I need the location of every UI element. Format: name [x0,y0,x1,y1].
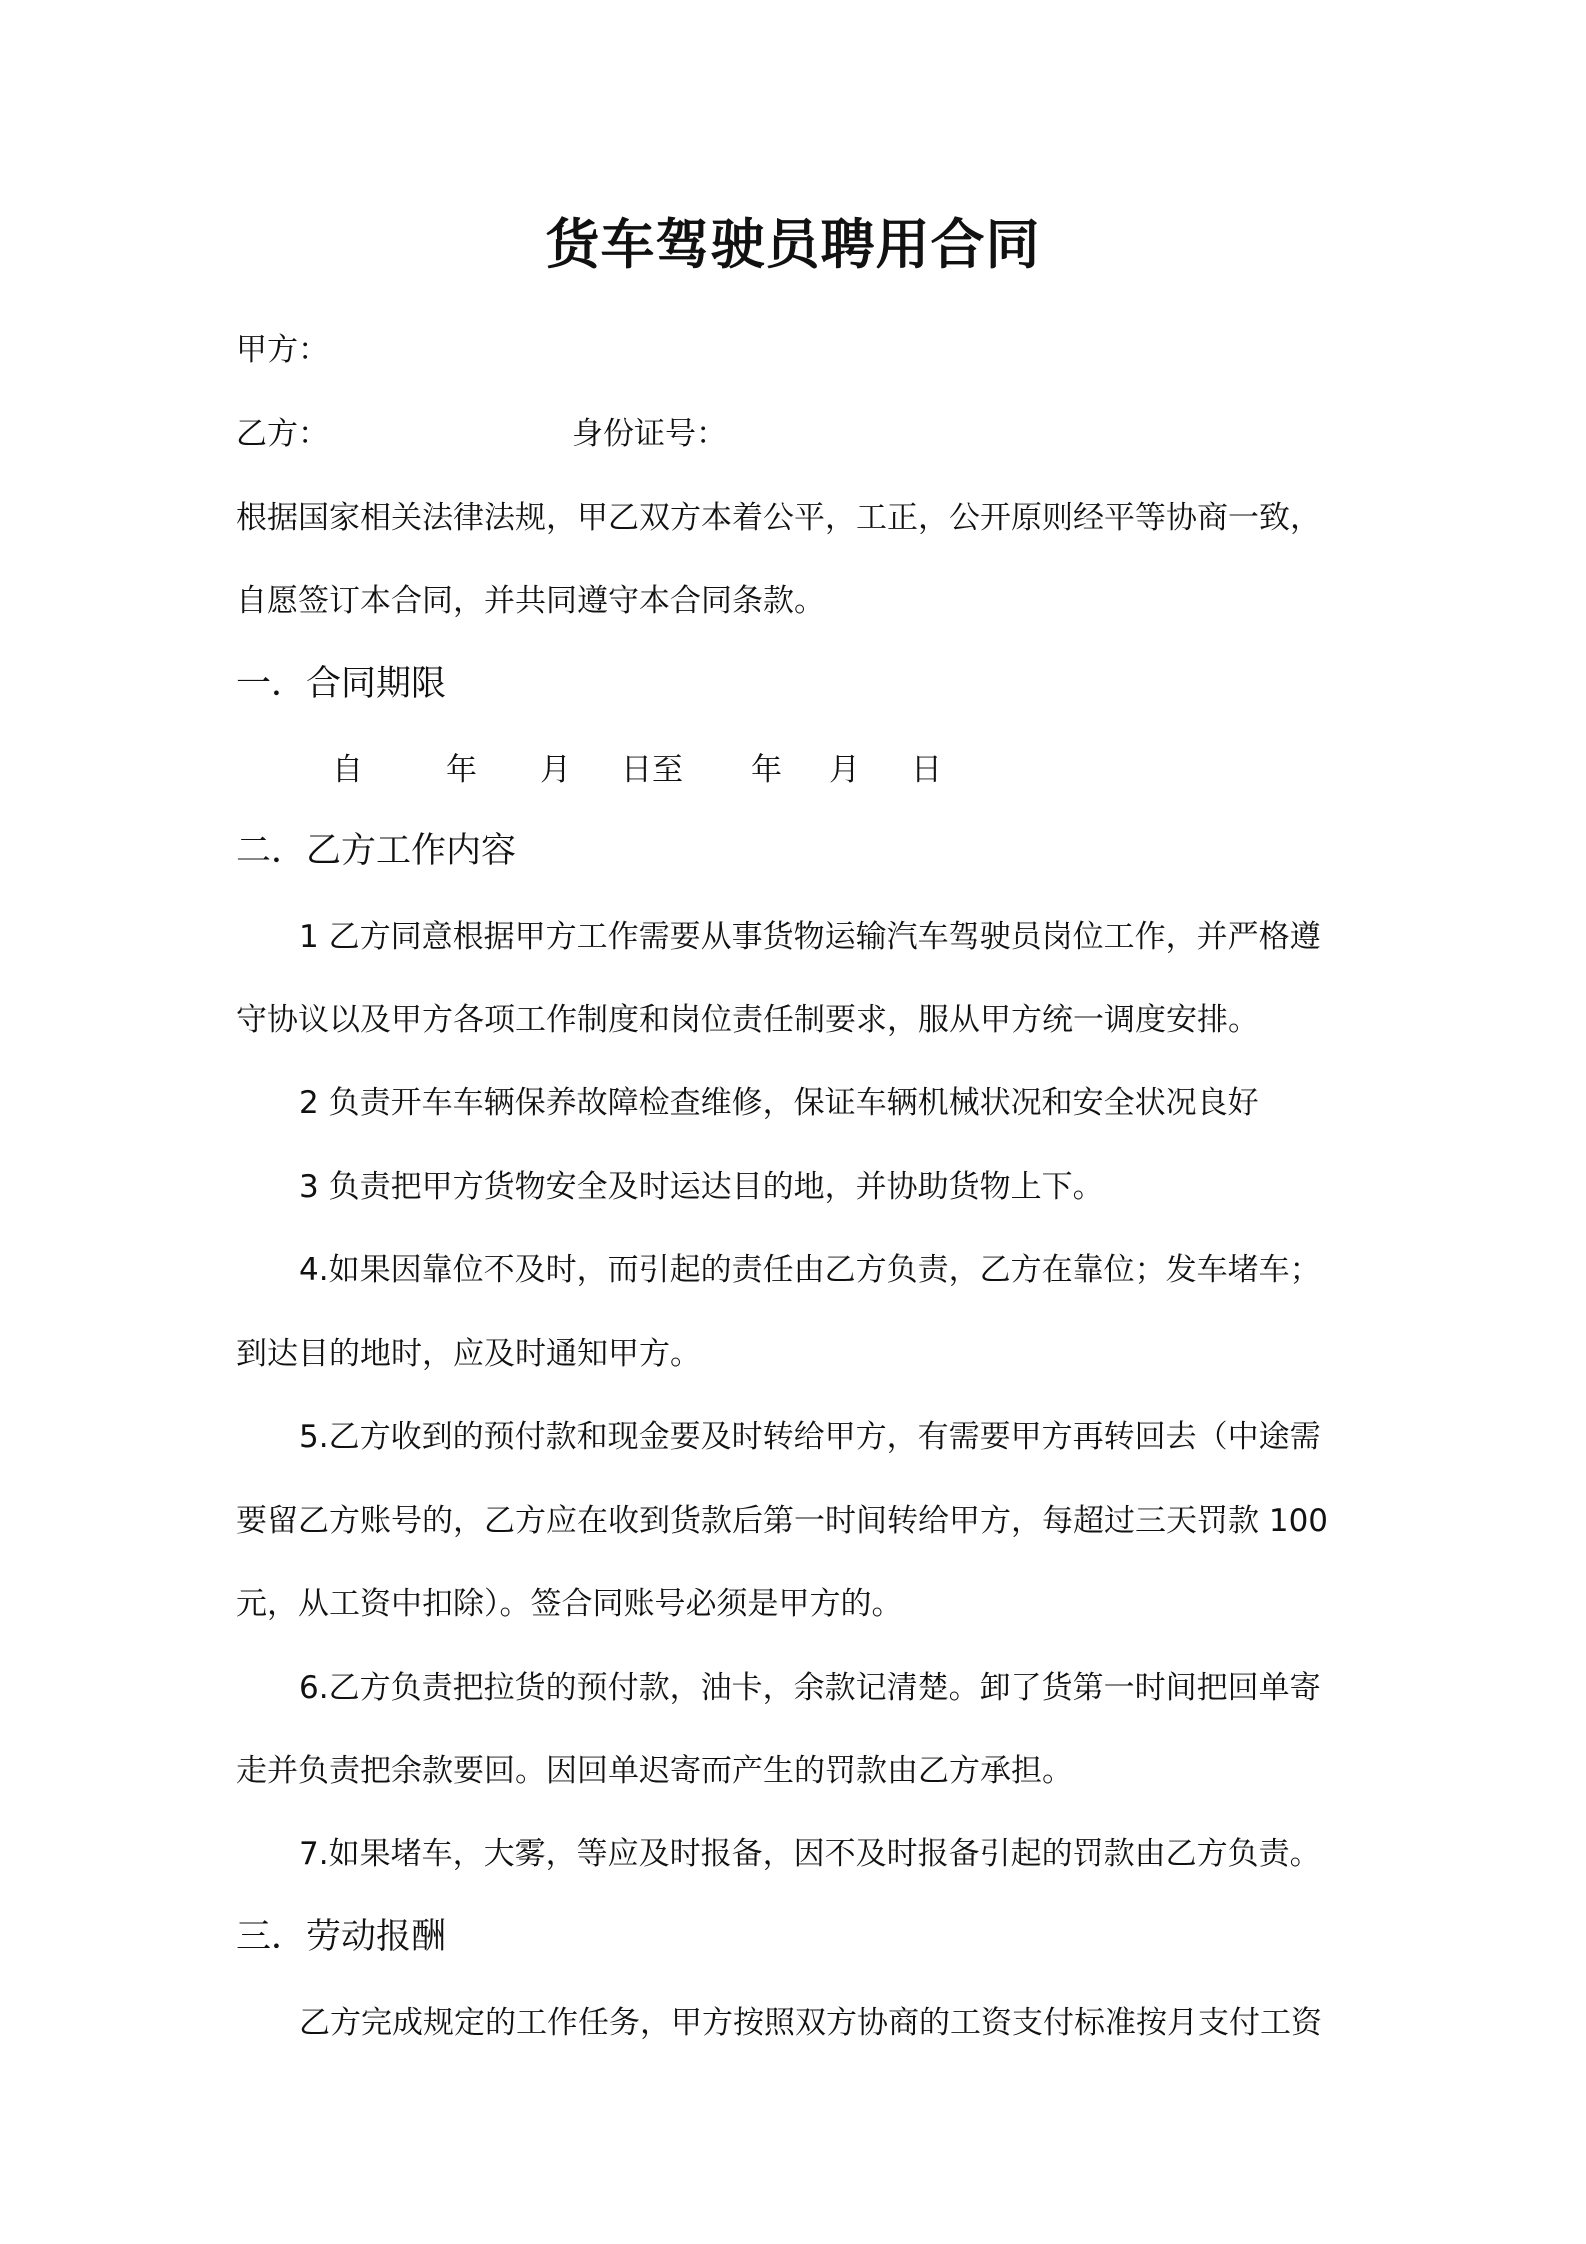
intro-line-1: 根据国家相关法律法规，甲乙双方本着公平，工正，公开原则经平等协商一致， [236,500,1321,536]
section-3-line: 乙方完成规定的工作任务，甲方按照双方协商的工资支付标准按月支付工资 [299,2005,1322,2041]
period-year-2: 年 [751,752,782,788]
party-b-label: 乙方： [236,416,329,452]
section-2-line: 要留乙方账号的，乙方应在收到货款后第一时间转给甲方，每超过三天罚款 100 [236,1503,1329,1539]
section-2-line: 6.乙方负责把拉货的预付款，油卡，余款记清楚。卸了货第一时间把回单寄 [299,1670,1321,1706]
document-title: 货车驾驶员聘用合同 [545,213,1041,276]
section-2-line: 元，从工资中扣除）。签合同账号必须是甲方的。 [236,1586,903,1622]
period-month-1: 月 [540,752,571,788]
period-day-to: 日至 [621,752,683,788]
section-2-line: 1 乙方同意根据甲方工作需要从事货物运输汽车驾驶员岗位工作，并严格遵 [299,919,1321,955]
section-2-line: 走并负责把余款要回。因回单迟寄而产生的罚款由乙方承担。 [236,1753,1073,1789]
section-2-line: 3 负责把甲方货物安全及时运达目的地，并协助货物上下。 [299,1169,1104,1205]
section-2-line: 5.乙方收到的预付款和现金要及时转给甲方，有需要甲方再转回去（中途需 [299,1419,1321,1455]
period-month-2: 月 [829,752,860,788]
section-2-heading: 二．乙方工作内容 [236,831,517,871]
party-b-row [236,414,1366,454]
party-a-label: 甲方： [236,332,329,368]
period-from: 自 [332,752,363,788]
section-2-line: 4.如果因靠位不及时，而引起的责任由乙方负责，乙方在靠位；发车堵车； [299,1252,1321,1288]
section-1-heading: 一．合同期限 [236,664,447,704]
intro-line-2: 自愿签订本合同，并共同遵守本合同条款。 [236,583,825,619]
section-2-line: 2 负责开车车辆保养故障检查维修，保证车辆机械状况和安全状况良好 [299,1085,1259,1121]
section-3-heading: 三．劳动报酬 [236,1917,447,1957]
section-2-line: 到达目的地时，应及时通知甲方。 [236,1336,701,1372]
section-2-line: 守协议以及甲方各项工作制度和岗位责任制要求，服从甲方统一调度安排。 [236,1002,1259,1038]
period-day-2: 日 [911,752,942,788]
section-2-line: 7.如果堵车，大雾，等应及时报备，因不及时报备引起的罚款由乙方负责。 [299,1836,1321,1872]
period-year-1: 年 [446,752,477,788]
id-number-label: 身份证号： [572,416,727,452]
